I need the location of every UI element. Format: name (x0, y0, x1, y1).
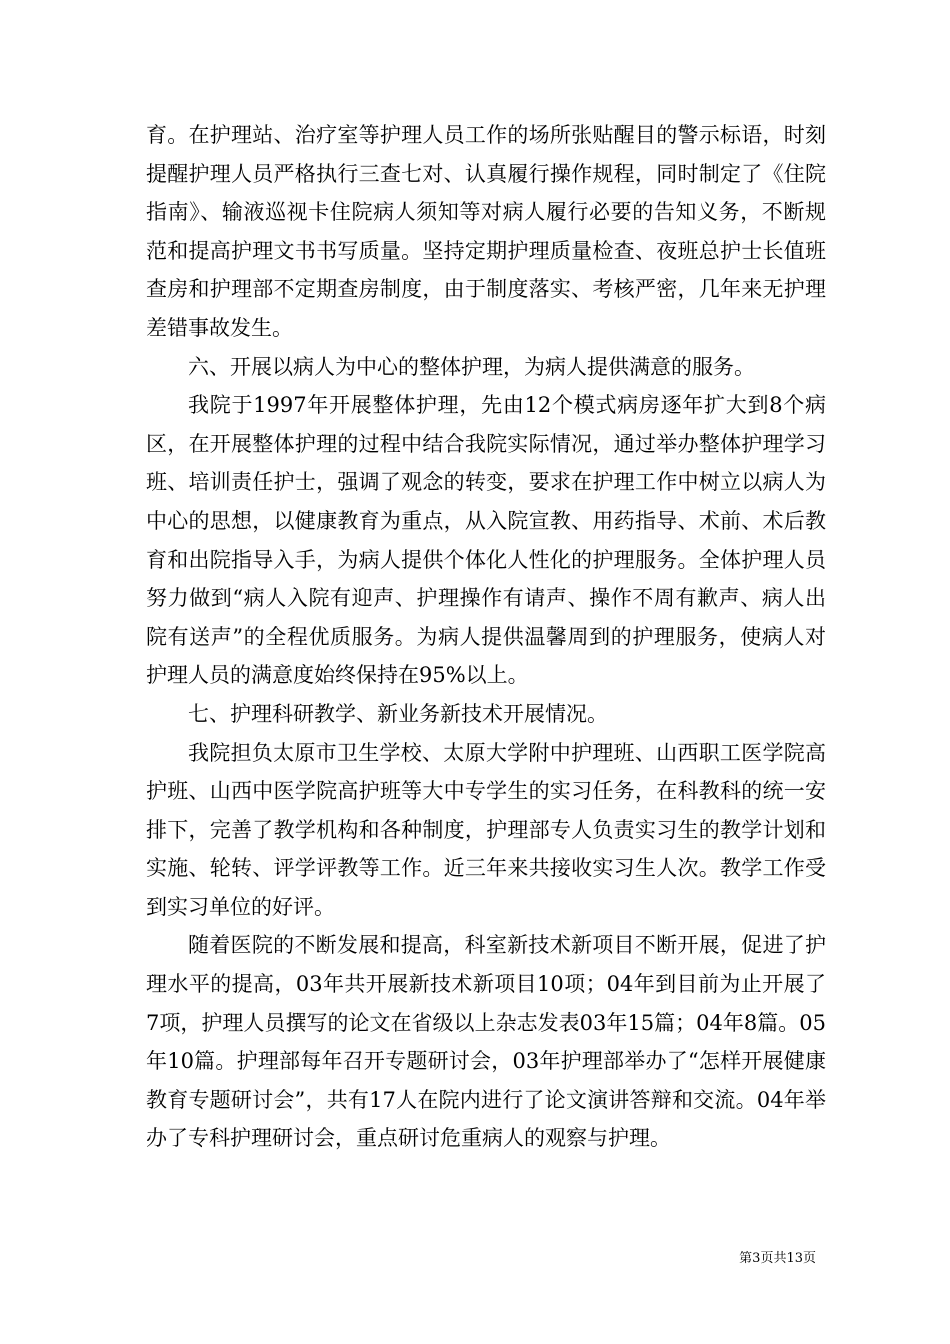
page-number: 第3页共13页 (739, 1251, 816, 1266)
document-body (146, 116, 826, 1158)
body-paragraph: 我院于1997年开展整体护理，先由12个模式病房逐年扩大到8个病区，在开展整体护理的过程中结合我院实际情况，通过举办整体护理学习班、培训责任护士，强调了观念的转变，要求在护理工作中树立以病人为中心的思想，以健康教育为重点，从入院宣教、用药指导、术前、术后教育和出院指导入手，为病人提供个体化人性化的护理服务。全体护理人员努力做到“病人入院有迎声、护理操作有请声、操作不周有歉声、病人出院有送声”的全程优质服务。为病人提供温馨周到的护理服务，使病人对护理人员的满意度始终保持在95%以上。 (146, 393, 826, 688)
section-heading-six: 六、开展以病人为中心的整体护理，为病人提供满意的服务。 (188, 354, 755, 379)
body-paragraph: 我院担负太原市卫生学校、太原大学附中护理班、山西职工医学院高护班、山西中医学院高护班等大中专学生的实习任务，在科教科的统一安排下，完善了教学机构和各种制度，护理部专人负责实习生的教学计划和实施、轮转、评学评教等工作。近三年来共接收实习生人次。教学工作受到实习单位的好评。 (146, 740, 826, 919)
section-heading-seven: 七、护理科研教学、新业务新技术开展情况。 (188, 701, 608, 726)
body-paragraph: 育。在护理站、治疗室等护理人员工作的场所张贴醒目的警示标语，时刻提醒护理人员严格执行三查七对、认真履行操作规程，同时制定了《住院指南》、输液巡视卡住院病人须知等对病人履行必要的告知义务，不断规范和提高护理文书书写质量。坚持定期护理质量检查、夜班总护士长值班查房和护理部不定期查房制度，由于制度落实、考核严密，几年来无护理差错事故发生。 (146, 123, 826, 340)
body-paragraph: 随着医院的不断发展和提高，科室新技术新项目不断开展，促进了护理水平的提高，03年共开展新技术新项目10项；04年到目前为止开展了7项，护理人员撰写的论文在省级以上杂志发表03年15篇；04年8篇。05年10篇。护理部每年召开专题研讨会，03年护理部举办了“怎样开展健康教育专题研讨会”，共有17人在院内进行了论文演讲答辩和交流。04年举办了专科护理研讨会，重点研讨危重病人的观察与护理。 (146, 933, 826, 1151)
